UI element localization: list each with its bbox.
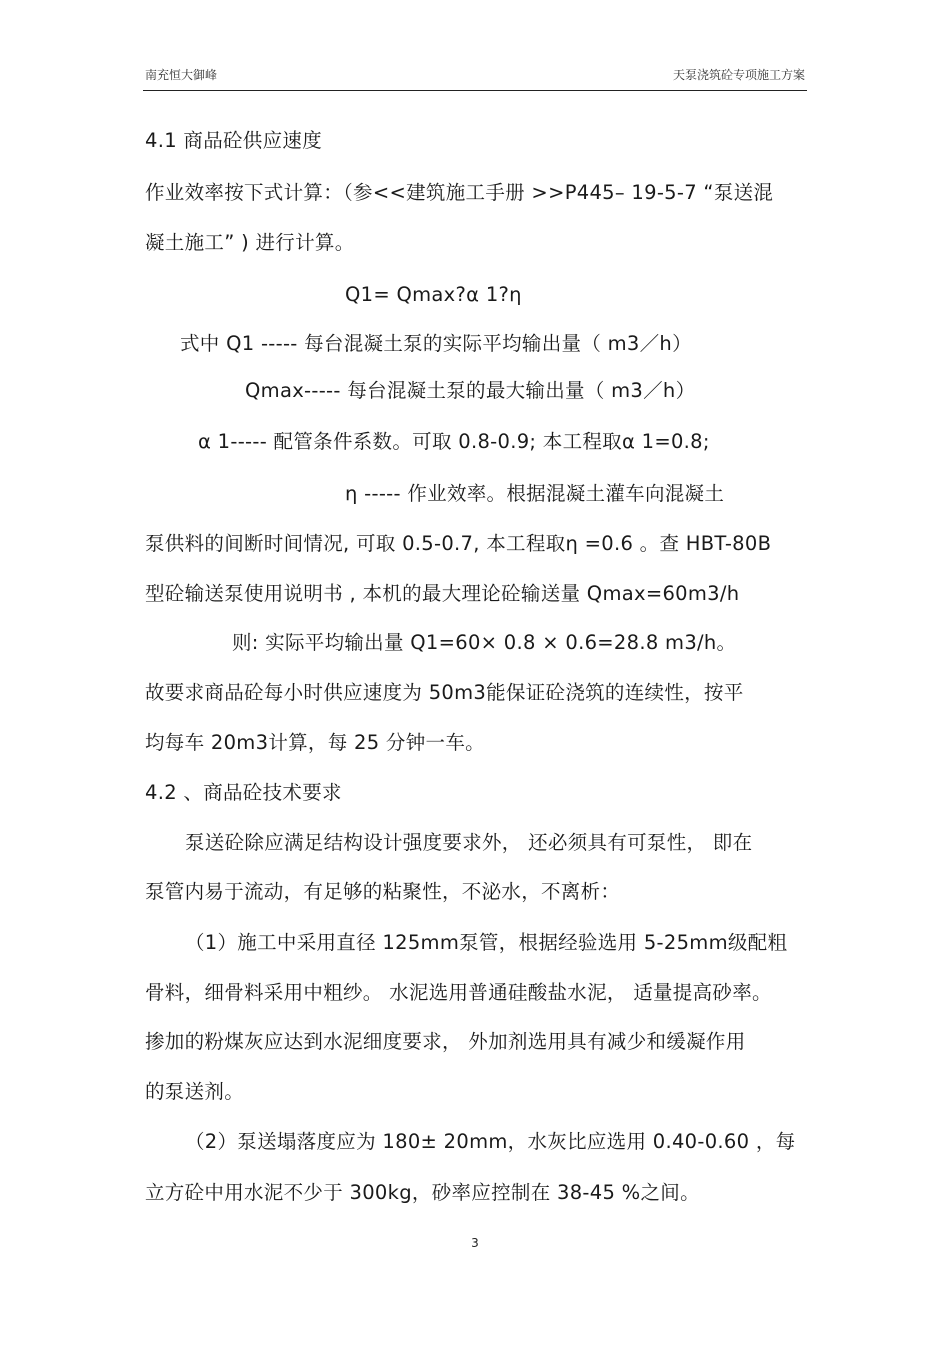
page-number: 3 — [471, 1236, 479, 1250]
definition-line: Qmax----- 每台混凝土泵的最大输出量（ m3／h） — [245, 379, 696, 402]
paragraph-line: 骨料，细骨料采用中粗纱。 水泥选用普通硅酸盐水泥， 适量提高砂率。 — [145, 981, 772, 1004]
paragraph-line: 立方砼中用水泥不少于 300kg，砂率应控制在 38-45 %之间。 — [145, 1181, 700, 1204]
paragraph-line: 凝土施工” ) 进行计算。 — [145, 231, 355, 254]
formula-line: Q1= Qmax?α 1?η — [345, 283, 522, 306]
definition-line: η ----- 作业效率。根据混凝土灌车向混凝土 — [345, 482, 725, 505]
paragraph-line: 型砼输送泵使用说明书 , 本机的最大理论砼输送量 Qmax=60m3/h — [145, 582, 740, 605]
section-heading-4-1: 4.1 商品砼供应速度 — [145, 129, 323, 152]
paragraph-line: 掺加的粉煤灰应达到水泥细度要求， 外加剂选用具有减少和缓凝作用 — [145, 1030, 746, 1053]
paragraph-line: 泵管内易于流动，有足够的粘聚性，不泌水，不离析： — [145, 880, 621, 903]
paragraph-line: 泵送砼除应满足结构设计强度要求外， 还必须具有可泵性， 即在 — [185, 831, 753, 854]
definition-line: 式中 Q1 ----- 每台混凝土泵的实际平均输出量（ m3／h） — [180, 332, 692, 355]
header-document-title: 天泵浇筑砼专项施工方案 — [672, 68, 805, 82]
list-item-2: （2）泵送塌落度应为 180± 20mm，水灰比应选用 0.40-0.60 ，每 — [185, 1130, 796, 1153]
paragraph-line: 的泵送剂。 — [145, 1080, 245, 1103]
paragraph-line: 故要求商品砼每小时供应速度为 50m3能保证砼浇筑的连续性，按平 — [145, 681, 744, 704]
paragraph-line: 泵供料的间断时间情况, 可取 0.5-0.7, 本工程取η =0.6 。查 HBT-80B — [145, 532, 772, 555]
definition-line: α 1----- 配管条件系数。可取 0.8-0.9; 本工程取α 1=0.8; — [198, 430, 710, 453]
section-heading-4-2: 4.2 、商品砼技术要求 — [145, 781, 342, 804]
header-rule — [143, 90, 807, 91]
paragraph-line: 作业效率按下式计算：（参<<建筑施工手册 >>P445– 19-5-7 “泵送混 — [145, 181, 774, 204]
list-item-1: （1）施工中采用直径 125mm泵管，根据经验选用 5-25mm级配粗 — [185, 931, 788, 954]
paragraph-line: 均每车 20m3计算，每 25 分钟一车。 — [145, 731, 485, 754]
header-project-name: 南充恒大御峰 — [145, 68, 218, 82]
result-line: 则: 实际平均输出量 Q1=60× 0.8 × 0.6=28.8 m3/h。 — [232, 631, 737, 654]
